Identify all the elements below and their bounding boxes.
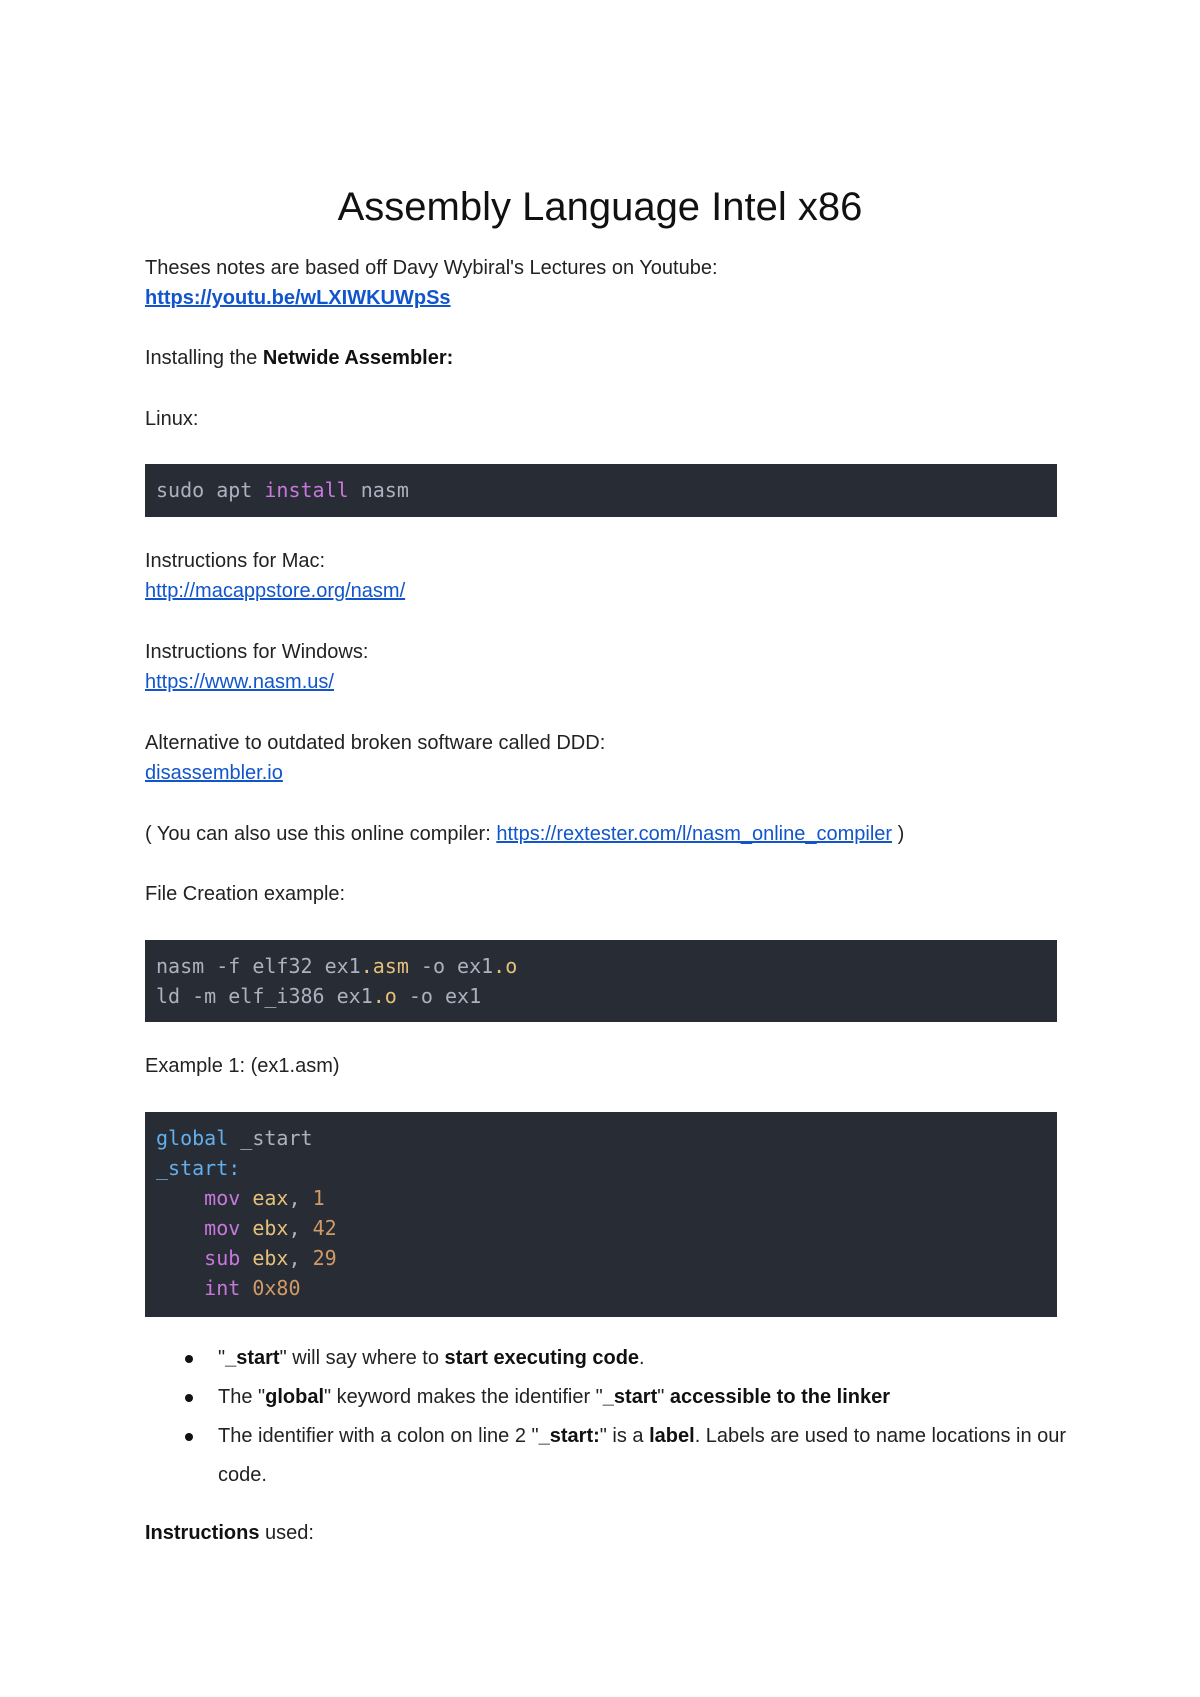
installing-bold: Netwide Assembler: xyxy=(262,347,454,369)
bullet-icon xyxy=(185,1355,193,1363)
code-text: -o ex1 xyxy=(408,954,494,978)
text: The " xyxy=(218,1386,266,1408)
instructions-used-line xyxy=(145,1518,314,1548)
code-ext: .o xyxy=(372,984,397,1008)
code-text: , xyxy=(288,1186,313,1210)
code-register: ebx xyxy=(252,1246,289,1270)
code-keyword: sub xyxy=(204,1246,241,1270)
code-keyword: install xyxy=(264,478,349,502)
windows-link[interactable]: https://www.nasm.us/ xyxy=(145,671,334,693)
code-text: , xyxy=(288,1246,313,1270)
bold-text: _start xyxy=(225,1347,280,1369)
bullet-list xyxy=(145,1339,1118,1495)
mac-link[interactable]: http://macappstore.org/nasm/ xyxy=(145,580,406,602)
code-block-build xyxy=(145,940,1057,1022)
code-keyword: int xyxy=(204,1276,241,1300)
bold-text: _start xyxy=(602,1386,658,1408)
code-ext: .o xyxy=(493,954,518,978)
code-text: nasm xyxy=(348,478,409,502)
code-line xyxy=(156,1123,1057,1153)
installing-prefix: Installing the xyxy=(145,347,263,369)
linux-label: Linux: xyxy=(145,408,199,430)
code-number: 1 xyxy=(312,1186,325,1210)
code-text: sudo apt xyxy=(156,478,265,502)
example1-label: Example 1: (ex1.asm) xyxy=(145,1055,340,1077)
instructions-bold: Instructions xyxy=(145,1522,260,1544)
code-indent xyxy=(156,1216,204,1240)
bold-text: label xyxy=(649,1425,695,1447)
text: " xyxy=(218,1347,226,1369)
installing-heading xyxy=(145,343,453,373)
list-item xyxy=(145,1339,1118,1378)
code-text: -o ex1 xyxy=(396,984,482,1008)
rextester-link[interactable]: https://rextester.com/l/nasm_online_compiler xyxy=(496,823,893,845)
code-block-install xyxy=(145,464,1057,517)
code-text: _start xyxy=(228,1126,313,1150)
code-keyword: global xyxy=(156,1126,229,1150)
code-text: , xyxy=(288,1216,313,1240)
bold-text: global xyxy=(265,1386,325,1408)
code-text: nasm -f elf32 ex1 xyxy=(156,954,361,978)
bullet-icon xyxy=(185,1394,193,1402)
mac-label: Instructions for Mac: xyxy=(145,550,326,572)
page-title: Assembly Language Intel x86 xyxy=(337,185,863,229)
text: " xyxy=(657,1386,670,1408)
code-line xyxy=(156,1213,1057,1243)
code-line xyxy=(156,951,1057,981)
list-item xyxy=(145,1378,1118,1417)
code-line xyxy=(156,475,1057,505)
online-suffix: ) xyxy=(892,823,905,845)
code-label: _start: xyxy=(156,1156,241,1180)
bold-text: _start: xyxy=(538,1425,600,1447)
code-line xyxy=(156,1153,1057,1183)
code-line xyxy=(156,1243,1057,1273)
code-ext: .asm xyxy=(360,954,409,978)
code-line xyxy=(156,1273,1057,1303)
code-number: 42 xyxy=(312,1216,337,1240)
online-prefix: ( You can also use this online compiler: xyxy=(145,823,497,845)
mac-link-line xyxy=(145,576,405,606)
text: " will say where to xyxy=(279,1347,445,1369)
text: . xyxy=(639,1347,645,1369)
code-text: ld -m elf_i386 ex1 xyxy=(156,984,373,1008)
code-line xyxy=(156,1183,1057,1213)
code-keyword: mov xyxy=(204,1216,241,1240)
text: " is a xyxy=(599,1425,650,1447)
ddd-label: Alternative to outdated broken software called DDD: xyxy=(145,732,606,754)
list-item xyxy=(145,1417,1118,1495)
code-indent xyxy=(156,1246,204,1270)
intro-text: Theses notes are based off Davy Wybiral's Lectures on Youtube: xyxy=(145,257,718,279)
bold-text: start executing code xyxy=(444,1347,640,1369)
intro-link-line xyxy=(145,283,451,313)
online-compiler-line xyxy=(145,819,904,849)
code-keyword: mov xyxy=(204,1186,241,1210)
code-line xyxy=(156,981,1057,1011)
text: . Labels are used to name locations in our code. xyxy=(218,1425,1067,1486)
text: " keyword makes the identifier " xyxy=(324,1386,603,1408)
bold-text: accessible to the linker xyxy=(669,1386,891,1408)
code-number: 0x80 xyxy=(252,1276,301,1300)
code-indent xyxy=(156,1186,204,1210)
instructions-rest: used: xyxy=(259,1522,314,1544)
ddd-link-line xyxy=(145,758,283,788)
text: The identifier with a colon on line 2 " xyxy=(218,1425,539,1447)
disassembler-link[interactable]: disassembler.io xyxy=(145,762,283,784)
code-block-example xyxy=(145,1112,1057,1317)
youtube-link[interactable]: https://youtu.be/wLXIWKUWpSs xyxy=(145,287,451,309)
file-creation-label: File Creation example: xyxy=(145,883,346,905)
bullet-icon xyxy=(185,1433,193,1441)
code-register: eax xyxy=(252,1186,289,1210)
windows-link-line xyxy=(145,667,334,697)
windows-label: Instructions for Windows: xyxy=(145,641,369,663)
code-register: ebx xyxy=(252,1216,289,1240)
code-indent xyxy=(156,1276,204,1300)
code-number: 29 xyxy=(312,1246,337,1270)
